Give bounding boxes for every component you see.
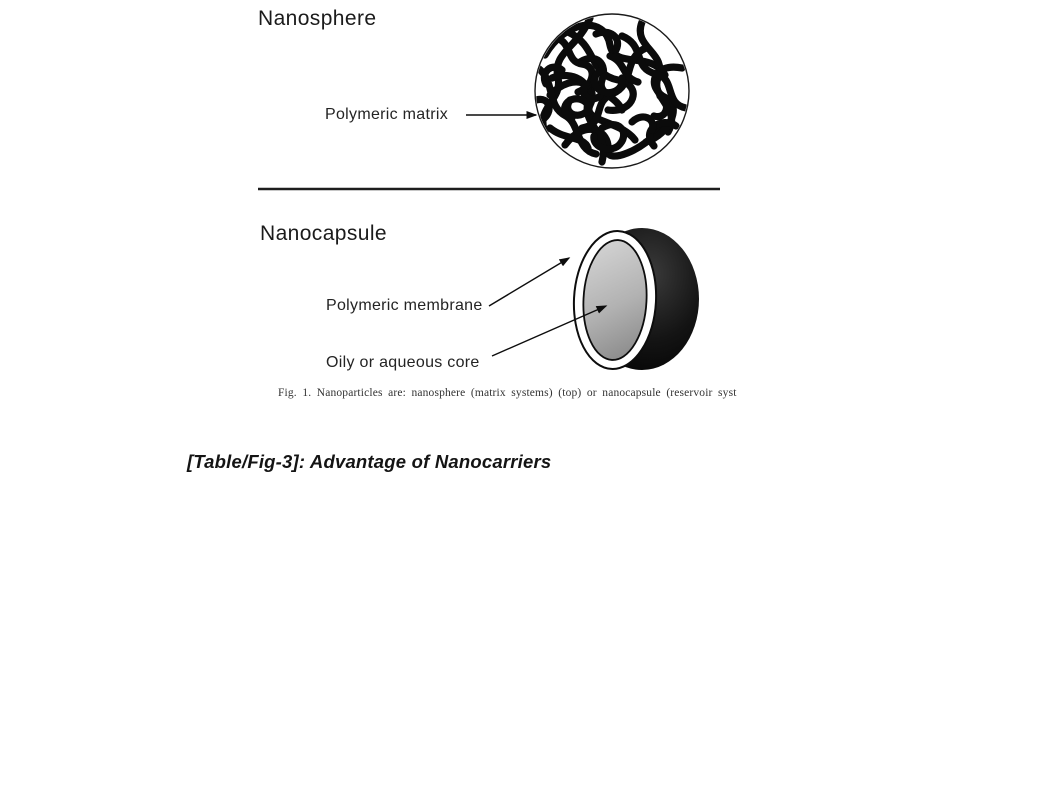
table-fig-3-heading: [Table/Fig-3]: Advantage of Nanocarriers [187, 451, 552, 472]
nanosphere-title: Nanosphere [258, 7, 377, 30]
nanocapsule-graphic [570, 228, 699, 371]
figure-caption: Fig. 1. Nanoparticles are: nanosphere (matrix systems) (top) or nanocapsule (reservoir syst [278, 387, 737, 399]
polymeric-matrix-label: Polymeric matrix [325, 106, 449, 123]
oily-aqueous-core-label: Oily or aqueous core [326, 354, 480, 371]
nanosphere-graphic [535, 14, 689, 168]
figure-1-panel [250, 0, 737, 412]
polymeric-membrane-label: Polymeric membrane [326, 297, 483, 314]
membrane-arrow-icon [489, 258, 569, 306]
nanoparticle-diagram [250, 0, 732, 412]
nanocapsule-title: Nanocapsule [260, 222, 387, 245]
